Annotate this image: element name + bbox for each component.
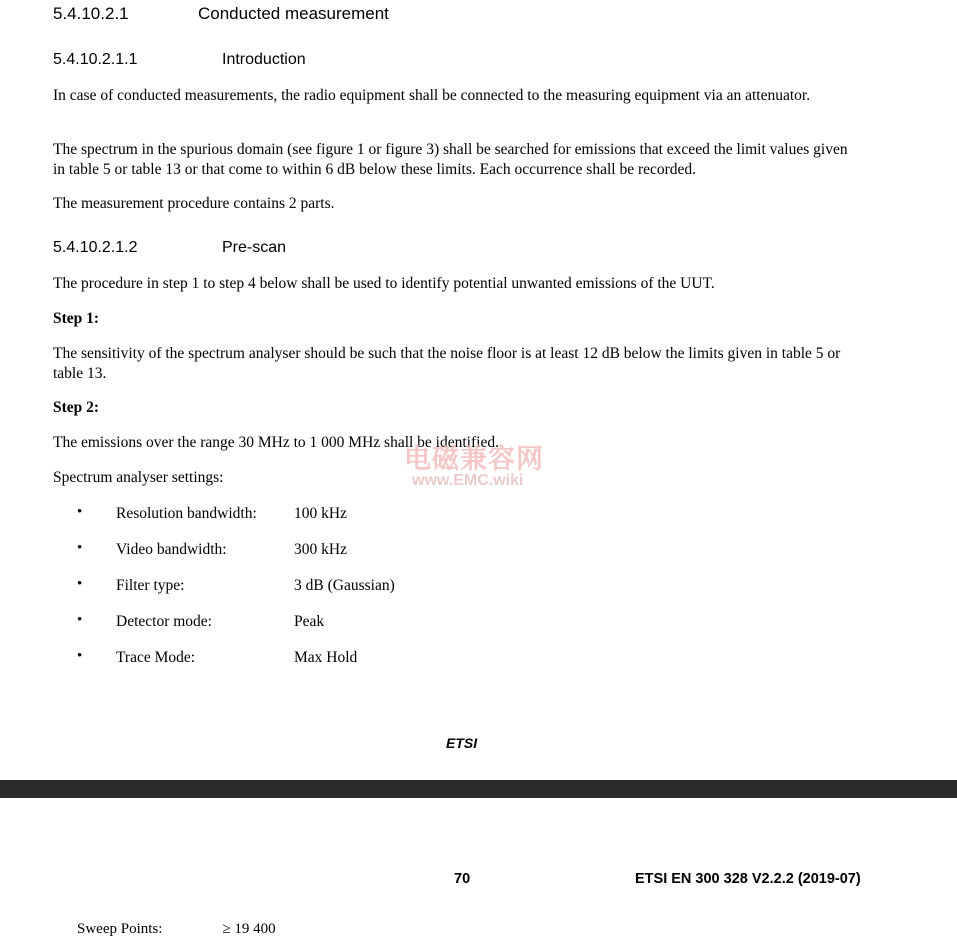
step-heading: Step 1:	[53, 310, 100, 327]
subsection-title: Introduction	[222, 51, 306, 68]
setting-label: Filter type:	[116, 577, 185, 594]
setting-value: Peak	[294, 613, 325, 630]
paragraph: The spectrum in the spurious domain (see figure 1 or figure 3) shall be searched for emissions that exceed the limit values given in table 5 or table 13 or that come to within 6 dB below these limits. Each occurrence shall be recorded.	[53, 141, 848, 178]
setting-label: Resolution bandwidth:	[116, 505, 257, 522]
watermark-logo: 电磁兼容网	[404, 444, 544, 474]
bullet: •	[77, 504, 83, 520]
bullet: •	[77, 648, 83, 664]
setting-value: 300 kHz	[294, 541, 347, 558]
document-id: ETSI EN 300 328 V2.2.2 (2019-07)	[635, 871, 861, 887]
section-number: 5.4.10.2.1	[53, 4, 129, 23]
page-number: 70	[454, 871, 471, 887]
watermark-url: www.EMC.wiki	[412, 472, 524, 489]
section-title: Conducted measurement	[198, 4, 389, 23]
subsection-title: Pre-scan	[222, 239, 287, 256]
subsection-number: 5.4.10.2.1.1	[53, 51, 138, 68]
page-footer-org: ETSI	[446, 735, 478, 751]
paragraph: The procedure in step 1 to step 4 below shall be used to identify potential unwanted emissions of the UUT.	[53, 275, 715, 292]
page-break-divider	[0, 780, 957, 798]
paragraph: The measurement procedure contains 2 parts.	[53, 195, 335, 212]
setting-label: Trace Mode:	[116, 649, 196, 666]
bullet: •	[77, 576, 83, 592]
paragraph: The sensitivity of the spectrum analyser should be such that the noise floor is at least 12 dB below the limits given in table 5 or table 13.	[53, 345, 841, 382]
setting-label: Detector mode:	[116, 613, 212, 630]
bullet: •	[77, 612, 83, 628]
setting-value: 100 kHz	[294, 505, 347, 522]
paragraph: The emissions over the range 30 MHz to 1 000 MHz shall be identified.	[53, 434, 499, 451]
step-heading: Step 2:	[53, 399, 100, 416]
setting-value: 3 dB (Gaussian)	[294, 577, 395, 594]
subsection-number: 5.4.10.2.1.2	[53, 239, 138, 256]
setting-label: Video bandwidth:	[116, 541, 227, 558]
bullet: •	[77, 540, 83, 556]
paragraph: Spectrum analyser settings:	[53, 469, 224, 486]
paragraph: In case of conducted measurements, the radio equipment shall be connected to the measuring equipment via an attenuator.	[53, 87, 811, 104]
next-page-cut-line: Sweep Points: ≥ 19 400	[77, 921, 276, 937]
setting-value: Max Hold	[294, 649, 358, 666]
